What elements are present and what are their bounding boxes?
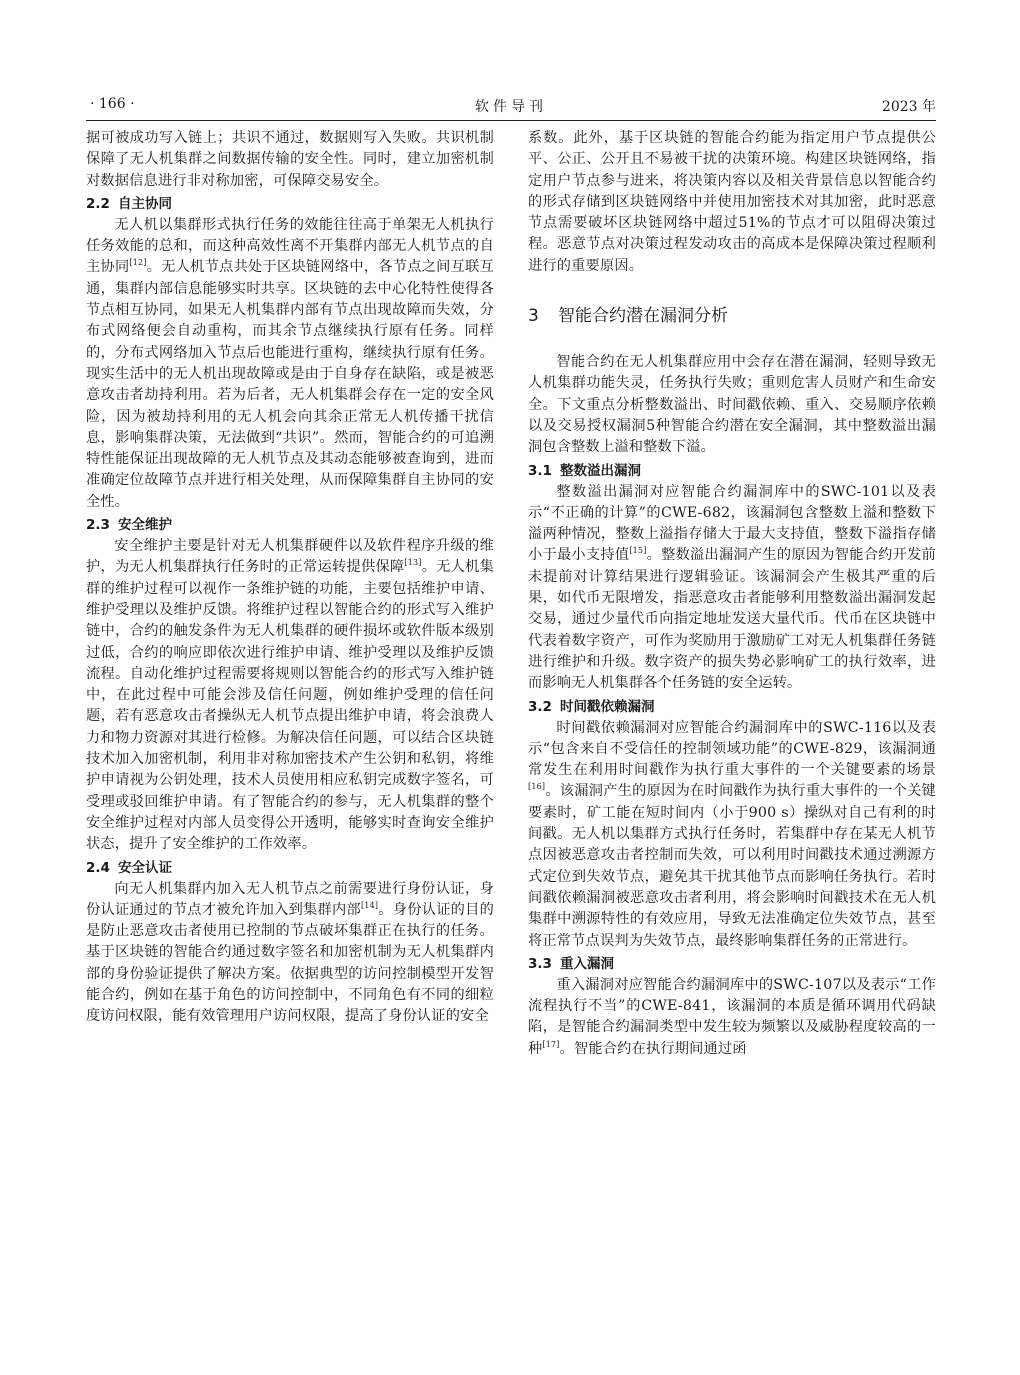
left-column <box>86 128 494 1028</box>
subsection-number: 3.2 <box>528 698 552 715</box>
subsection-heading-3-2 <box>528 696 936 718</box>
subsection-title: 安全认证 <box>118 859 172 876</box>
paragraph: 据可被成功写入链上；共识不通过，数据则写入失败。共识机制保障了无人机集群之间数据传输的安全性。同时，建立加密机制对数据信息进行非对称加密，可保障交易安全。 <box>86 130 494 189</box>
subsection-title: 时间戳依赖漏洞 <box>560 698 655 715</box>
subsection-number: 2.2 <box>86 195 110 212</box>
subsection-number: 3.3 <box>528 955 552 972</box>
section-title: 智能合约潜在漏洞分析 <box>558 306 728 327</box>
text-run: 。身份认证的目的是防止恶意攻击者使用已控制的节点破坏集群正在执行的任务。基于区块链的智能合约通过数字签名和加密机制为无人机集群内部的身份验证提供了解决方案。依据典型的访问控制模型开发智能合约，例如在基于角色的访问控制中，不同角色有不同的细粒度访问权限，能有效管理用户访问权限，提高了身份认证的安全 <box>86 901 494 1025</box>
citation: [13] <box>404 558 422 568</box>
subsection-heading-2-2 <box>86 193 494 215</box>
subsection-heading-3-3 <box>528 953 936 975</box>
citation: [15] <box>629 546 647 556</box>
text-run: 。该漏洞产生的原因为在时间戳作为执行重大事件的一个关键要素时，矿工能在短时间内（小于900 s）操纵对自己有利的时间戳。无人机以集群方式执行任务时，若集群中存在某无人机节点因被恶意攻击者控制而失效，可以利用时间戳技术通过溯源方式定位到失效节点，避免其干扰其他节点而影响任务执行。若时间戳依赖漏洞被恶意攻击者利用，将会影响时间戳技术在无人机集群中溯源特性的有效应用，导致无法准确定位失效节点，甚至将正常节点误判为失效节点，最终影响集群任务的正常进行。 <box>528 783 936 949</box>
subsection-heading-2-3 <box>86 514 494 536</box>
text-run: 重入漏洞对应智能合约漏洞库中的SWC-107以及表示“工作流程执行不当”的CWE-841，该漏洞的本质是循环调用代码缺陷，是智能合约漏洞类型中发生较为频繁以及威胁程度较高的一种 <box>528 976 936 1057</box>
subsection-number: 2.4 <box>86 859 110 876</box>
citation: [12] <box>129 258 147 268</box>
text-run: 向无人机集群内加入无人机节点之前需要进行身份认证，身份认证通过的节点才被允许加入到集群内部 <box>86 880 494 918</box>
subsection-heading-2-4 <box>86 857 494 879</box>
citation: [14] <box>360 900 379 910</box>
text-run: 。无人机节点共处于区块链网络中，各节点之间互联互通，集群内部信息能够实时共享。区块链的去中心化特性使得各节点相互协同，如果无人机集群内部有节点出现故障而失效，分布式网络便会自动重构，而其余节点继续执行原有任务。同样的，分布式网络加入节点后也能进行重构，继续执行原有任务。现实生活中的无人机出现故障或是由于自身存在缺陷，或是被恶意攻击者劫持利用。若为后者，无人机集群会存在一定的安全风险，因为被劫持利用的无人机会向其余正常无人机传播干扰信息，影响集群决策，无法做到“共识”。然而，智能合约的可追溯特性能保证出现故障的无人机节点及其动态能够被查询到，进而准确定位故障节点并进行相关处理，从而保障集群自主协同的安全性。 <box>86 259 494 510</box>
text-run: 整数溢出漏洞对应智能合约漏洞库中的SWC-101以及表示“不正确的计算”的CWE-682，该漏洞包含整数上溢和整数下溢两种情况，整数上溢指存储大于最大支持值，整数下溢指存储小于最小支持值 <box>528 483 936 564</box>
paragraph <box>528 975 936 1060</box>
publication-year: 2023 年 <box>881 99 936 115</box>
paragraph <box>528 718 936 952</box>
paragraph <box>86 879 494 1028</box>
paragraph <box>86 536 494 855</box>
text-run: 时间戳依赖漏洞对应智能合约漏洞库中的SWC-116以及表示“包含来自不受信任的控制领域功能”的CWE-829，该漏洞通常发生在利用时间戳作为执行重大事件的一个关键要素的场景 <box>528 719 936 779</box>
right-column <box>528 128 936 1060</box>
subsection-heading-3-1 <box>528 460 936 482</box>
subsection-title: 安全维护 <box>118 517 172 534</box>
paragraph: 智能合约在无人机集群应用中会存在潜在漏洞，轻则导致无人机集群功能失灵，任务执行失败；重则危害人员财产和生命安全。下文重点分析整数溢出、时间戳依赖、重入、交易顺序依赖以及交易授权漏洞5种智能合约潜在安全漏洞，其中整数溢出漏洞包含整数上溢和整数下溢。 <box>528 354 936 456</box>
text-run: 。智能合约在执行期间通过函 <box>559 1040 747 1057</box>
paragraph <box>528 482 936 695</box>
journal-name: 软件导刊 <box>475 99 547 115</box>
page-number: · 166 · <box>90 96 135 112</box>
section-heading-3 <box>528 303 936 329</box>
citation: [16] <box>528 782 546 792</box>
paragraph <box>86 215 494 513</box>
citation: [17] <box>542 1039 560 1049</box>
subsection-title: 自主协同 <box>118 195 172 212</box>
text-run: 无人机以集群形式执行任务的效能往往高于单架无人机执行任务效能的总和，而这种高效性离不开集群内部无人机节点的自主协同 <box>86 216 494 276</box>
subsection-number: 2.3 <box>86 517 110 534</box>
section-number: 3 <box>528 306 539 327</box>
paragraph: 系数。此外，基于区块链的智能合约能为指定用户节点提供公平、公正、公开且不易被干扰的决策环境。构建区块链网络，指定用户节点参与进来，将决策内容以及相关背景信息以智能合约的形式存储到区块链网络中并使用加密技术对其加密，此时恶意节点需要破坏区块链网络中超过51%的节点才可以阻碍决策过程。恶意节点对决策过程发动攻击的高成本是保障决策过程顺利进行的重要原因。 <box>528 130 936 274</box>
subsection-title: 重入漏洞 <box>560 955 614 972</box>
text-run: 。整数溢出漏洞产生的原因为智能合约开发前未提前对计算结果进行逻辑验证。该漏洞会产生极其严重的后果，如代币无限增发，指恶意攻击者能够利用整数溢出漏洞发起交易，通过少量代币向指定地址发送大量代币。代币在区块链中代表着数字资产，可作为奖励用于激励矿工对无人机集群任务链进行维护和升级。数字资产的损失势必影响矿工的执行效率，进而影响无人机集群各个任务链的安全运转。 <box>528 547 936 692</box>
running-header <box>86 96 936 121</box>
subsection-number: 3.1 <box>528 462 552 479</box>
subsection-title: 整数溢出漏洞 <box>560 462 641 479</box>
text-run: 。无人机集群的维护过程可以视作一条维护链的功能，主要包括维护申请、维护受理以及维护反馈。将维护过程以智能合约的形式写入维护链中，合约的触发条件为无人机集群的硬件损坏或软件版本级别过低，合约的响应即依次进行维护申请、维护受理以及维护反馈流程。自动化维护过程需要将规则以智能合约的形式写入维护链中，在此过程中可能会涉及信任问题，例如维护受理的信任问题，若有恶意攻击者操纵无人机节点提出维护申请，将会浪费人力和物力资源对其进行检修。为解决信任问题，可以结合区块链技术加入加密机制，利用非对称加密技术产生公钥和私钥，将维护申请视为公钥处理，技术人员使用相应私钥完成数字签名，可受理或驳回维护申请。有了智能合约的参与，无人机集群的整个安全维护过程对内部人员变得公开透明，能够实时查询安全维护状态，提升了安全维护的工作效率。 <box>86 559 494 853</box>
text-run: 安全维护主要是针对无人机集群硬件以及软件程序升级的维护，为无人机集群执行任务时的正常运转提供保障 <box>86 538 494 576</box>
